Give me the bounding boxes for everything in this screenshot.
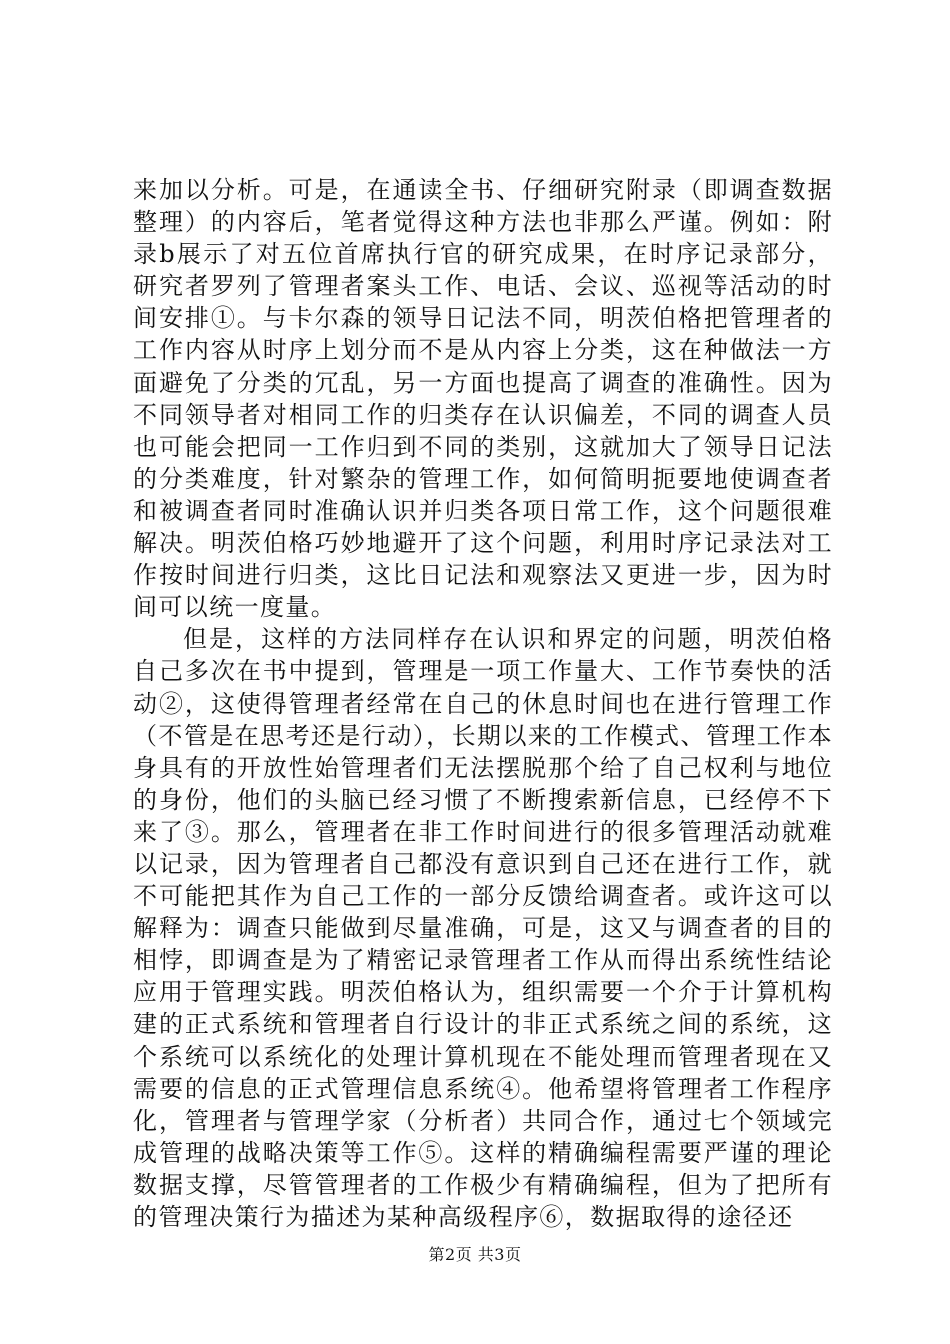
- paragraph-1: 来加以分析。可是，在通读全书、仔细研究附录（即调查数据整理）的内容后，笔者觉得这种方法也非那么严谨。例如：附录b展示了对五位首席执行官的研究成果，在时序记录部分，研究者罗列了管理者案头工作、电话、会议、巡视等活动的时间安排①。与卡尔森的领导日记法不同，明茨伯格把管理者的工作内容从时序上划分而不是从内容上分类，这在种做法一方面避免了分类的冗乱，另一方面也提高了调查的准确性。因为不同领导者对相同工作的归类存在认识偏差，不同的调查人员也可能会把同一工作归到不同的类别，这就加大了领导日记法的分类难度，针对繁杂的管理工作，如何简明扼要地使调查者和被调查者同时准确认识并归类各项日常工作，这个问题很难解决。明茨伯格巧妙地避开了这个问题，利用时序记录法对工作按时间进行归类，这比日记法和观察法又更进一步，因为时间可以统一度量。: [133, 176, 833, 622]
- paragraph-2: 但是，这样的方法同样存在认识和界定的问题，明茨伯格自己多次在书中提到，管理是一项工作量大、工作节奏快的活动②，这使得管理者经常在自己的休息时间也在进行管理工作（不管是在思考还是行动），长期以来的工作模式、管理工作本身具有的开放性始管理者们无法摆脱那个给了自己权利与地位的身份，他们的头脑已经习惯了不断搜索新信息，已经停不下来了③。那么，管理者在非工作时间进行的很多管理活动就难以记录，因为管理者自己都没有意识到自己还在进行工作，就不可能把其作为自己工作的一部分反馈给调查者。或许这可以解释为：调查只能做到尽量准确，可是，这又与调查者的目的相悖，即调查是为了精密记录管理者工作从而得出系统性结论应用于管理实践。明茨伯格认为，组织需要一个介于计算机构建的正式系统和管理者自行设计的非正式系统之间的系统，这个系统可以系统化的处理计算机现在不能处理而管理者现在又需要的信息的正式管理信息系统④。他希望将管理者工作程序化，管理者与管理学家（分析者）共同合作，通过七个领域完成管理的战略决策等工作⑤。这样的精确编程需要严谨的理论数据支撑，尽管管理者的工作极少有精确编程，但为了把所有的管理决策行为描述为某种高级程序⑥，数据取得的途径还: [133, 625, 833, 1231]
- page-footer: 第2页 共3页: [428, 1245, 522, 1264]
- body-text: [133, 174, 833, 1233]
